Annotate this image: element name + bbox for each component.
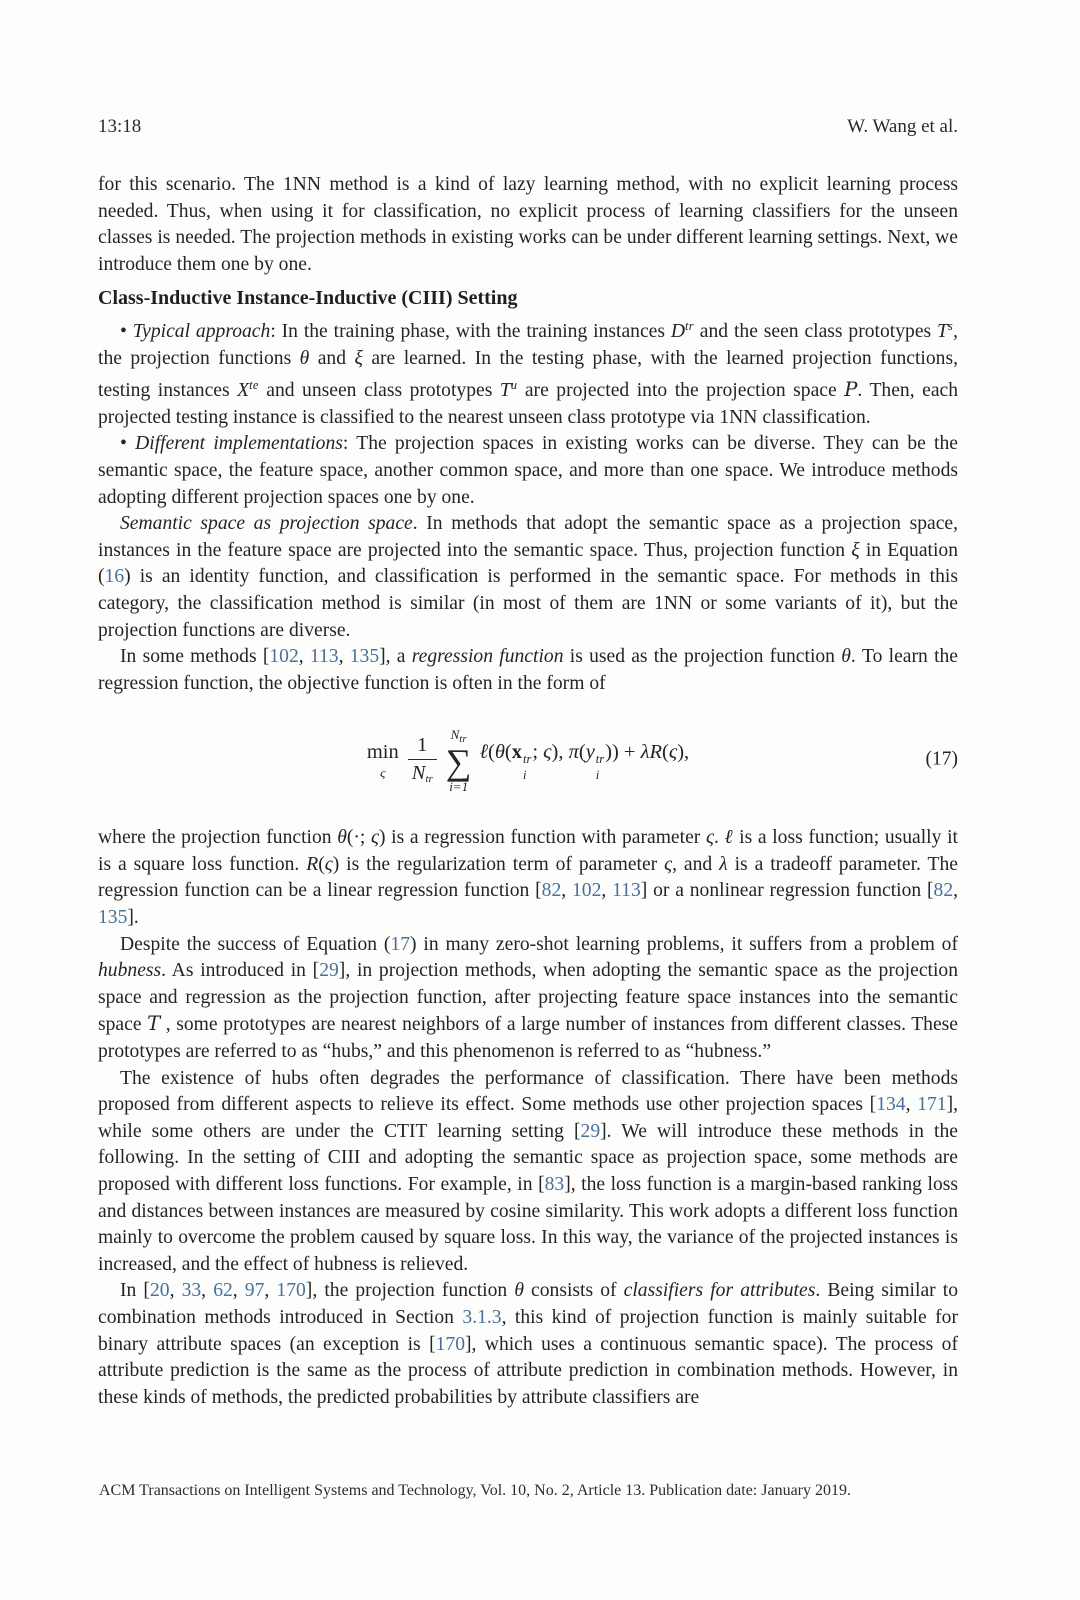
- citation-link[interactable]: 170: [435, 1333, 465, 1355]
- math-symbol: θ: [299, 347, 310, 369]
- paragraph: [98, 511, 958, 644]
- text-run: . In methods that adopt the semantic space as a projection space, instances in the feature space are projected into the semantic space. Thus, projection function: [98, 513, 959, 561]
- min-label: min: [366, 740, 399, 763]
- text-run: Despite the success of Equation (: [120, 933, 391, 955]
- citation-link[interactable]: 62: [213, 1280, 233, 1302]
- text-run: are projected into the projection space: [517, 380, 845, 402]
- math-symbol: ℓ: [479, 741, 489, 764]
- citation-link[interactable]: 102: [571, 880, 602, 902]
- text-run: , this kind of projection function is mainly suitable for binary attribute spaces (an exception is [: [98, 1306, 958, 1355]
- math-symbol: te: [249, 378, 259, 393]
- math-symbol: R: [306, 853, 319, 875]
- fraction-numerator: 1: [417, 733, 428, 756]
- citation-link[interactable]: 16: [104, 566, 125, 588]
- min-subscript: ς: [380, 765, 386, 781]
- text-run: ,: [905, 1094, 918, 1116]
- text-run: for this scenario. The 1NN method is a kind of lazy learning method, with no explicit learning process needed. Thus, when using it for classification, no explicit process of learning classifiers for the unseen classes is needed. The projection methods in existing works can be under different learning settings. Next, we introduce them one by one.: [98, 174, 958, 275]
- equation-main: [367, 728, 689, 793]
- math-symbol: P: [844, 378, 858, 402]
- text-run: In some methods [: [120, 646, 270, 668]
- math-symbol: x: [511, 741, 522, 764]
- text-run: ) is the regularization term of parameter: [332, 853, 665, 875]
- text-run: . Then, each projected testing instance is classified to the nearest unseen class prototype via 1NN classification.: [98, 380, 959, 428]
- text-run: , some prototypes are nearest neighbors of a large number of instances from different classes. These prototypes are referred to as “hubs,” and this phenomenon is referred to as “hubness.”: [98, 1014, 958, 1063]
- text-run: . To learn the regression function, the objective function is often in the form of: [98, 646, 959, 694]
- text-run: ,: [298, 646, 310, 668]
- paragraph: [98, 644, 958, 697]
- paragraph: [98, 172, 958, 278]
- section-heading: Class-Inductive Instance-Inductive (CIII) Setting: [98, 287, 518, 310]
- math-symbol: θ: [494, 741, 505, 764]
- text-run: In [: [120, 1280, 150, 1302]
- citation-link[interactable]: 135: [349, 646, 380, 668]
- summation-lower-limit: i=1: [449, 778, 469, 794]
- paragraph: [98, 1278, 958, 1411]
- text-run: . Being similar to combination methods introduced in Section: [98, 1280, 959, 1328]
- text-run: •: [120, 433, 136, 455]
- text-run: are learned. In the testing phase, with the learned projection functions, testing instances: [98, 347, 958, 402]
- math-symbol: s: [947, 318, 954, 333]
- summation-upper-subscript: tr: [459, 732, 467, 745]
- text-run: The existence of hubs often degrades the performance of classification. There have been methods proposed from different aspects to relieve its effect. Some methods use other projection spaces [: [98, 1067, 958, 1116]
- text-run: ,: [232, 1280, 245, 1302]
- text-run: is a tradeoff parameter. The regression function can be a linear regression function [: [98, 853, 958, 902]
- text-run: ].: [127, 907, 139, 929]
- text-run: and the seen class prototypes: [693, 320, 938, 342]
- text-run: in Equation (: [98, 539, 958, 588]
- text-run: ], the projection function: [305, 1280, 515, 1302]
- text-run: ,: [264, 1280, 277, 1302]
- text-run: is a loss function; usually it is a square loss function.: [98, 827, 958, 875]
- text-run: ,: [338, 646, 350, 668]
- math-symbol: tr: [685, 318, 694, 333]
- math-symbol: R: [649, 741, 663, 764]
- italic-text: Different implementations: [135, 433, 343, 455]
- equation-number: (17): [925, 748, 958, 770]
- text-run: (: [662, 741, 669, 764]
- text-run: (·;: [346, 827, 372, 849]
- summation: [446, 728, 472, 793]
- fraction: [408, 735, 437, 786]
- math-symbol: T: [499, 380, 511, 402]
- italic-text: hubness: [98, 960, 162, 982]
- italic-text: Semantic space as projection space: [120, 513, 413, 535]
- text-run: . As introduced in [: [161, 960, 320, 982]
- math-superscript: tr: [523, 752, 532, 767]
- citation-link[interactable]: 102: [269, 646, 299, 668]
- math-symbol: ς: [664, 853, 673, 875]
- text-run: )) +: [605, 741, 641, 764]
- journal-footer-line: ACM Transactions on Intelligent Systems and Technology, Vol. 10, No. 2, Article 13. Publication date: January 2019.: [99, 1482, 852, 1499]
- citation-link[interactable]: 33: [181, 1280, 202, 1302]
- citation-link[interactable]: 97: [244, 1280, 265, 1302]
- text-run: : In the training phase, with the training instances: [270, 320, 671, 342]
- text-run: ]. We will introduce these methods in the following. In the setting of CIII and adopting the semantic space as projection space, some methods are proposed with different loss functions. For example, in [: [98, 1120, 958, 1195]
- text-run: ,: [601, 880, 613, 902]
- text-run: ], the loss function is a margin-based ranking loss and distances between instances are measured by cosine similarity. This work adopts a different loss function mainly to overcome the problem caused by square loss. In this way, the variance of the projected instances is increased, and the effect of hubness is relieved.: [98, 1174, 958, 1275]
- citation-link[interactable]: 29: [580, 1120, 601, 1142]
- running-header: [98, 116, 958, 138]
- text-run: ], which uses a continuous semantic space). The process of attribute prediction is the same as the process of attribute prediction in combination methods. However, in these kinds of methods, the predicted probabilities by attribute classifiers are: [98, 1333, 958, 1408]
- summation-sigma-symbol: ∑: [445, 741, 472, 782]
- paragraph: [98, 932, 958, 1066]
- italic-text: classifiers for attributes: [623, 1280, 816, 1302]
- text-run: (: [578, 741, 586, 764]
- text-run: and: [309, 347, 355, 369]
- text-run: is used as the projection function: [563, 646, 842, 668]
- math-symbol: θ: [841, 646, 851, 668]
- article-body: [98, 172, 958, 1411]
- math-symbol: ς: [668, 741, 678, 764]
- math-symbol: ς: [324, 853, 333, 875]
- math-symbol: y: [585, 741, 595, 764]
- text-run: .: [713, 827, 725, 849]
- text-run: ) in many zero-shot learning problems, it suffers from a problem of: [410, 933, 958, 955]
- text-run: ] or a nonlinear regression function [: [640, 880, 934, 902]
- citation-link[interactable]: 113: [309, 646, 339, 668]
- text-run: and unseen class prototypes: [258, 380, 500, 402]
- math-symbol: ℓ: [724, 827, 734, 849]
- text-run: where the projection function: [98, 827, 338, 849]
- text-run: (: [318, 853, 325, 875]
- running-authors: W. Wang et al.: [847, 116, 958, 137]
- citation-link[interactable]: 82: [933, 880, 954, 902]
- text-run: ),: [677, 741, 690, 764]
- math-symbol: λ: [719, 853, 728, 875]
- math-symbol: u: [510, 378, 518, 393]
- text-run: ;: [532, 741, 544, 764]
- text-run: ,: [201, 1280, 214, 1302]
- text-run: ,: [169, 1280, 182, 1302]
- summation-upper-limit: $N_{tr}$: [450, 726, 467, 745]
- text-run: ], in projection methods, when adopting the semantic space as the projection space and regression as the projection function, after projecting feature space instances into the semantic space: [98, 960, 958, 1036]
- text-run: ) is an identity function, and classification is performed in the semantic space. For methods in this category, the classification method is similar (in most of them are 1NN or some variants of it), but the projection functions are diverse.: [98, 566, 958, 641]
- text-run: ], a: [379, 646, 412, 668]
- citation-link[interactable]: 171: [917, 1094, 947, 1116]
- math-superscript: tr: [595, 752, 605, 767]
- paragraph: [98, 1066, 958, 1279]
- text-run: •: [120, 320, 133, 342]
- display-equation: [98, 712, 958, 808]
- math-symbol: X: [237, 380, 250, 402]
- text-run: ) is a regression function with parameter: [378, 827, 706, 849]
- math-symbol: λ: [640, 741, 650, 764]
- citation-link[interactable]: 83: [544, 1174, 565, 1195]
- citation-link[interactable]: 29: [319, 960, 339, 982]
- fraction-denominator: Ntr: [408, 759, 437, 786]
- italic-text: regression function: [411, 646, 564, 668]
- math-symbol: D: [670, 320, 685, 342]
- text-run: : The projection spaces in existing works can be diverse. They can be the semantic space, the feature space, another common space, and more than one space. We introduce methods adopting different projection spaces one by one.: [98, 433, 958, 508]
- text-run: ,: [953, 880, 959, 902]
- text-run: , and: [672, 853, 720, 875]
- text-run: ,: [561, 880, 572, 902]
- math-sub-sup: [523, 753, 531, 781]
- citation-link[interactable]: 82: [541, 880, 562, 902]
- math-symbol: π: [568, 741, 579, 764]
- paragraph: [98, 825, 958, 931]
- italic-text: Typical approach: [132, 320, 271, 342]
- math-symbol: ξ: [851, 539, 860, 561]
- math-subscript: i: [523, 767, 527, 782]
- bullet-paragraph: [98, 431, 958, 511]
- math-sub-sup: [596, 753, 604, 781]
- math-symbol: ξ: [354, 347, 363, 369]
- text-run: ], while some others are under the CTIT learning setting [: [98, 1094, 959, 1142]
- math-symbol: T: [147, 1012, 161, 1036]
- citation-link[interactable]: 20: [149, 1280, 170, 1302]
- math-symbol: T: [937, 320, 948, 342]
- math-symbol: θ: [514, 1280, 524, 1302]
- text-run: consists of: [523, 1280, 624, 1302]
- citation-link[interactable]: 135: [98, 907, 128, 929]
- page-number: 13:18: [98, 116, 142, 137]
- text-run: , the projection functions: [98, 320, 958, 369]
- text-run: (: [488, 741, 495, 764]
- equation-expression: [479, 739, 689, 781]
- citation-link[interactable]: 113: [612, 880, 641, 902]
- min-operator: [367, 742, 399, 780]
- citation-link[interactable]: 170: [276, 1280, 306, 1302]
- fraction-denominator-subscript: tr: [425, 773, 433, 786]
- text-run: ),: [551, 741, 569, 764]
- bullet-paragraph: [98, 313, 958, 431]
- citation-link[interactable]: 3.1.3: [462, 1306, 502, 1328]
- citation-link[interactable]: 17: [390, 933, 411, 955]
- citation-link[interactable]: 134: [876, 1094, 906, 1116]
- text-run: (: [504, 741, 512, 764]
- math-symbol: ς: [543, 741, 552, 764]
- math-symbol: ς: [371, 827, 379, 849]
- math-symbol: ς: [705, 827, 714, 849]
- math-subscript: i: [595, 767, 600, 782]
- math-symbol: θ: [337, 827, 347, 849]
